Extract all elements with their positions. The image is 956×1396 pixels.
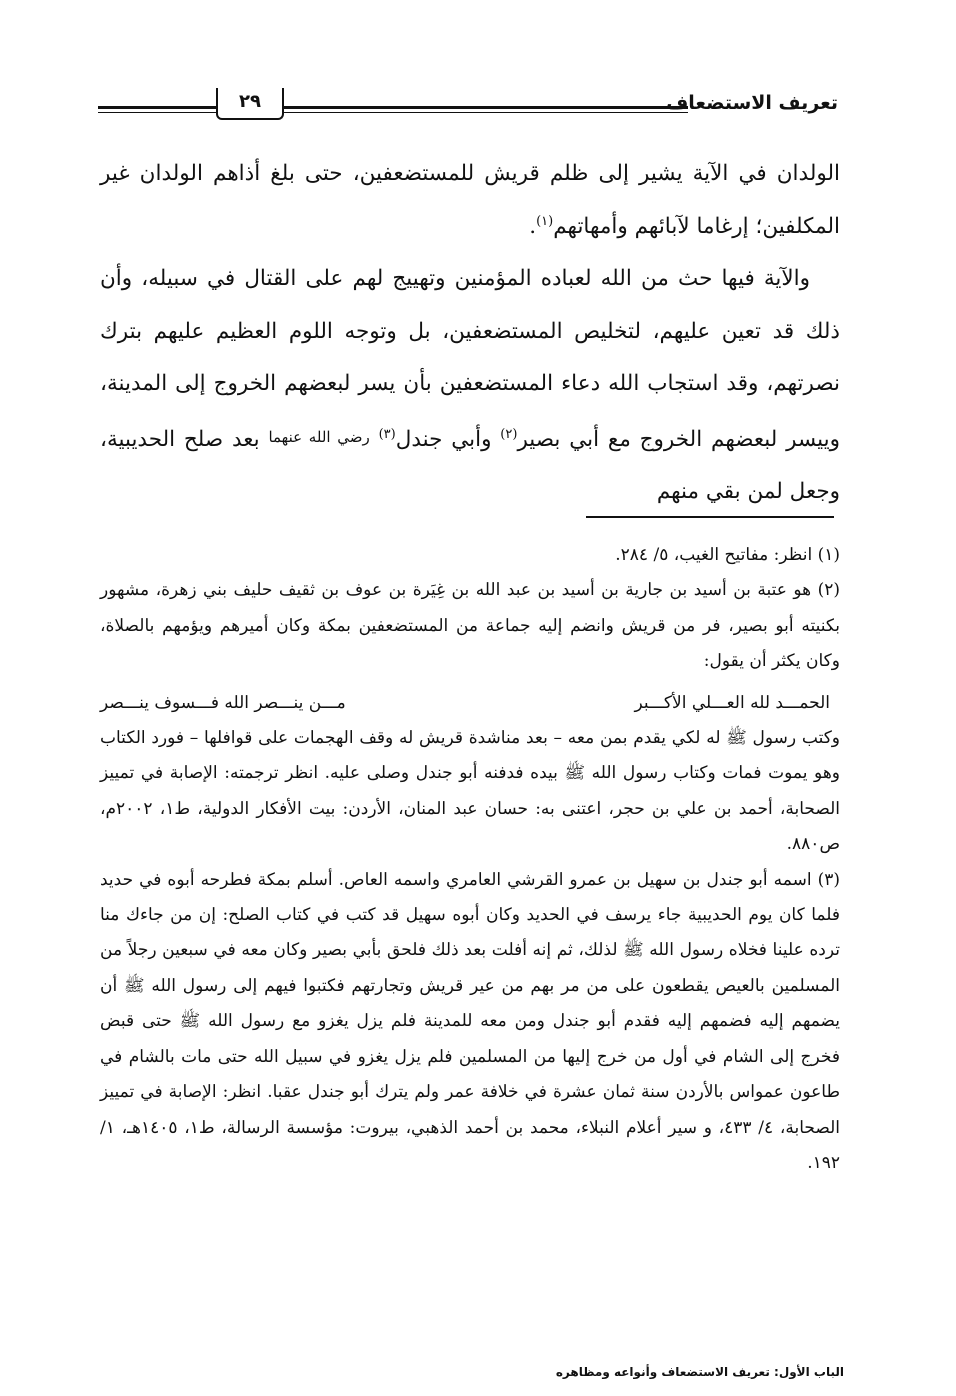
header-title: تعريف الاستضعاف	[666, 92, 838, 114]
paragraph-2-part-2: وأبي جندل	[395, 426, 501, 452]
footnotes	[100, 538, 840, 1181]
main-text	[100, 148, 840, 519]
footnote-1: (١) انظر: مفاتيح الغيب، ٥/ ٢٨٤.	[615, 545, 840, 565]
paragraph-1-end: .	[529, 213, 537, 239]
footnote-ref-3: (٣)	[378, 426, 396, 442]
paragraph-1-text: الولدان في الآية يشير إلى ظلم قريش للمستضعفين، حتى بلغ أذاهم الولدان غير المكلفين؛ إرغاما لآبائهم وأمهاتهم	[100, 161, 840, 239]
paragraph-1	[100, 148, 840, 253]
running-footer: الباب الأول: تعريف الاستضعاف وأنواعه ومظاهره	[555, 1365, 844, 1379]
footnote-3: (٣) اسمه أبو جندل بن سهيل بن عمرو القرشي العامري واسمه العاص. أسلم بمكة فطرحه أبوه في حديد فلما كان يوم الحديبية جاء يرسف في الحديد وكان أبوه سهيل قد كتب في كتاب الصلح: إن من جاءك منا ترده علينا فخلاه رسول الله ﷺ لذلك، ثم إنه أفلت بعد ذلك فلحق بأبي بصير وكان معه في سبعين رجلاً من المسلمين بالعيص يقطعون على من مر بهم من عير قريش وتجارتهم فكتبوا فيهم إلى رسول الله ﷺ أن يضمهم إليه فضمهم إليه فقدم أبو جندل ومن معه للمدينة فلم يزل يغزو مع رسول الله ﷺ حتى قبض فخرج إلى الشام في أول من خرج إليها من المسلمين فلم يزل يغزو في سبيل الله حتى مات بالشام في طاعون عمواس بالأردن سنة ثمان عشرة في خلافة عمر ولم يترك أبو جندل عقبا. انظر: الإصابة في تمييز الصحابة، ٤/ ٤٣٣، و سير أعلام النبلاء، محمد بن أحمد الذهبي، بيروت: مؤسسة الرسالة، ط١، ١٤٠٥هـ، ١/ ١٩٢.	[100, 869, 840, 1173]
verse-hemistich-1: الحمـــد لله العـــلي الأكـــبر	[634, 692, 830, 713]
page-number: ٢٩	[216, 88, 284, 120]
honorific-symbol: رضي الله عنهما	[268, 427, 370, 446]
running-header	[98, 88, 838, 132]
footnote-2-continued: وكتب رسول ﷺ له لكي يقدم بمن معه – بعد مناشدة قريش له وقف الهجمات على قوافلها – فورد الكتاب وهو يموت فمات وكتاب رسول الله ﷺ بيده فدفنه أبو جندل وصلى عليه. انظر ترجمته: الإصابة في تمييز الصحابة، أحمد بن علي بن حجر، اعتنى به: حسان عبد المنان، الأردن: بيت الأفكار الدولية، ط١، ٢٠٠٢م، ص٨٨٠.	[100, 728, 840, 855]
verse-hemistich-2: مـــن ينـــصر الله فـــسوف ينـــصر	[100, 692, 346, 713]
footnote-ref-1: (١)	[536, 213, 554, 229]
footnote-separator	[586, 516, 834, 518]
header-rule-left	[98, 106, 214, 109]
footnote-2: (٢) هو عتبة بن أسيد بن جارية بن أسيد بن عبد الله بن غِيَرة بن عوف بن ثقيف حليف بني زهرة، مشهور بكنيته أبو بصير، فر من قريش وانضم إليه جماعة من المستضعفين بمكة وكان أميرهم ويؤمهم بالصلاة، وكان يكثر أن يقول:	[100, 580, 840, 672]
paragraph-2	[100, 253, 840, 519]
poetry-verse	[100, 686, 840, 721]
paragraph-2-part-3: بعد صلح الحديبية، وجعل لمن بقي منهم	[100, 426, 840, 504]
footnote-ref-2: (٢)	[500, 426, 518, 442]
paragraph-2-part-1: والآية فيها حث من الله لعباده المؤمنين وتهييج لهم على القتال في سبيله، وأن ذلك قد تعين عليهم، لتخليص المستضعفين، بل وتوجه اللوم العظيم عليهم بترك نصرتهم، وقد استجاب الله دعاء المستضعفين بأن يسر لبعضهم الخروج إلى المدينة، وييسر لبعضهم الخروج مع أبي بصير	[100, 266, 840, 452]
